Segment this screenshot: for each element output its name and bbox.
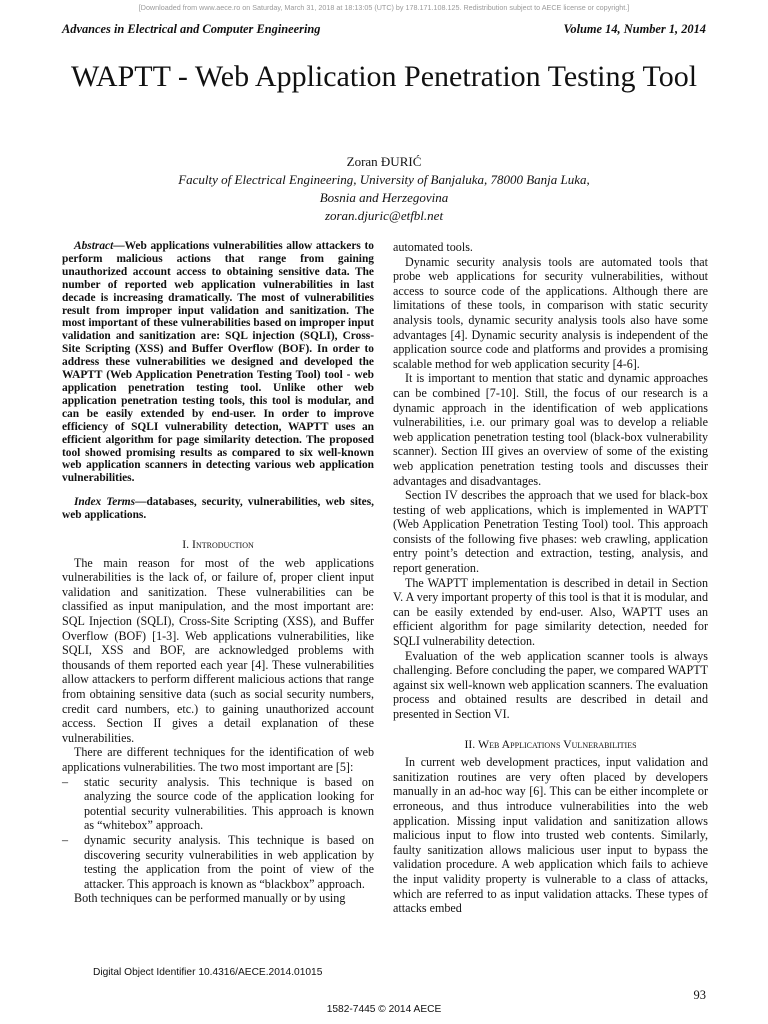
section-heading-vulnerabilities: II. Web Applications Vulnerabilities	[464, 736, 637, 751]
author-block	[0, 153, 768, 225]
paragraph-continued: automated tools.	[393, 240, 473, 254]
download-notice: [Downloaded from www.aece.ro on Saturday, March 31, 2018 at 18:13:05 (UTC) by 178.171.108.125. Redistribution subject to AECE license or copyright.]	[138, 3, 630, 12]
paragraph: There are different techniques for the identification of web applications vulnerabilities. The two most important are [5]:	[62, 745, 374, 774]
abstract-label: Abstract	[74, 240, 114, 252]
paper-title: WAPTT - Web Application Penetration Testing Tool	[70, 60, 698, 93]
paragraph: Both techniques can be performed manually or by using	[74, 891, 346, 906]
author-affiliation: Faculty of Electrical Engineering, University of Banjaluka, 78000 Banja Luka,	[178, 172, 590, 187]
journal-name: Advances in Electrical and Computer Engineering	[62, 22, 321, 36]
dash-bullet: –	[62, 832, 69, 847]
abstract-text: —Web applications vulnerabilities allow attackers to perform malicious actions that range from gaining unauthorized account access to obtaining sensitive data. The number of reported web application vulnerabilities in last decade is increasing dramatically. The most of vulnerabilities result from improper input validation and sanitization. The most important of these vulnerabilities based on improper input validation and sanitization are: SQL injection (SQLI), Cross-Site Scripting (XSS) and Buffer Overflow (BOF). In order to address these vulnerabilities we designed and developed the WAPTT (Web Application Penetration Testing Tool) tool - web application penetration testing tool. Unlike other web application penetration testing tools, this tool is modular, and can be easily extended by end-user. In order to improve efficiency of SQLI vulnerability detection, WAPTT uses an efficient algorithm for page similarity detection. The proposed tool showed promising results as compared to six well-known web application scanners in detecting various web application vulnerabilities.	[62, 240, 374, 485]
doi: Digital Object Identifier 10.4316/AECE.2014.01015	[93, 967, 323, 978]
list-item	[62, 775, 374, 833]
paragraph: Evaluation of the web application scanner tools is always challenging. Before concluding the paper, we compared WAPTT against six well-known web application scanners. The evaluation process and obtained results are described in detail and presented in Section VI.	[393, 648, 708, 721]
paragraph: Section IV describes the approach that we used for black-box testing of web applications, which is implemented in WAPTT (Web Application Penetration Testing Tool) tool. This approach consists of the following five phases: web crawling, application entry point’s detection and extraction, testing, analysis, and report generation.	[393, 488, 708, 576]
paragraph: Dynamic security analysis tools are automated tools that probe web applications for security vulnerabilities, without access to source code of the applications. Although there are limitations of these tools, in comparison with static security analysis tools, dynamic security analysis tools also have some advantages [4]. Dynamic security analysis is independent of the application source code and platforms and provides a promising scalable method for web application security [4-6].	[393, 254, 708, 371]
paragraph: In current web development practices, input validation and sanitization routines are very often placed by developers manually in an ad-hoc way [6]. This can be either incomplete or erroneous, and thus introduce vulnerabilities into the web application. Missing input validation and sanitization allows malicious input to flow into trusted web contents. Similarly, faulty sanitization allows malicious user input to bypass the validation procedure. A web application which fails to achieve the input validity property is vulnerable to a class of attacks, which are referred to as input validation attacks. These types of attacks embed	[393, 755, 708, 916]
author-email: zoran.djuric@etfbl.net	[324, 208, 444, 223]
right-column	[393, 240, 708, 916]
dash-bullet: –	[62, 774, 69, 789]
list-item	[62, 833, 374, 891]
issn-copyright: 1582-7445 © 2014 AECE	[326, 1004, 442, 1015]
author-name: Zoran ĐURIĆ	[346, 154, 422, 169]
index-terms	[62, 496, 374, 522]
author-country: Bosnia and Herzegovina	[319, 190, 449, 205]
paragraph: The WAPTT implementation is described in detail in Section V. A very important property of this tool is that it is modular, and can be easily extended by end-user. Also, WAPTT uses an efficient algorithm for page similarity detection, needed for SQLI vulnerability detection.	[393, 575, 708, 649]
abstract	[62, 240, 374, 485]
left-column	[62, 240, 374, 906]
index-terms-text: —databases, security, vulnerabilities, web sites, web applications.	[62, 496, 374, 522]
running-header	[62, 22, 706, 37]
list-item-text: dynamic security analysis. This technique is based on discovering security vulnerabilities in web application by testing the application from the point of view of the attacker. This approach is known as “blackbox” approach.	[84, 832, 374, 891]
index-terms-label: Index Terms	[74, 496, 136, 509]
page-number: 93	[693, 988, 706, 1002]
paragraph: The main reason for most of the web applications vulnerabilities is the lack of, or failure of, proper client input validation and sanitization. These vulnerabilities can be classified as input manipulation, and the most important are: SQL Injection (SQLI), Cross-Site Scripting (XSS), and Buffer Overflow (BOF) [1-3]. Web applications vulnerabilities, like SQLI, XSS and BOF, are acknowledged problems with thousands of them reported each year [4]. These vulnerabilities allow attackers to perform different malicious actions that range from obtaining sensitive data (such as social security numbers, credit card numbers, etc.) to gaining unauthorized account access. Section II gives a detail explanation of these vulnerabilities.	[62, 555, 374, 745]
section-heading-introduction: I. Introduction	[182, 537, 254, 552]
volume-info: Volume 14, Number 1, 2014	[563, 22, 706, 36]
list-item-text: static security analysis. This technique is based on analyzing the source code of the application looking for potential security vulnerabilities. This approach is known as “whitebox” approach.	[84, 774, 374, 833]
paragraph: It is important to mention that static and dynamic approaches can be combined [7-10]. Still, the focus of our research is a dynamic approach in the identification of web applications vulnerabilities, i.e. our primary goal was to develop a reliable web application penetration testing tool (black-box vulnerability scanner). Section III gives an overview of some of the existing web application penetration testing tools and discusses their advantages and disadvantages.	[393, 371, 708, 488]
